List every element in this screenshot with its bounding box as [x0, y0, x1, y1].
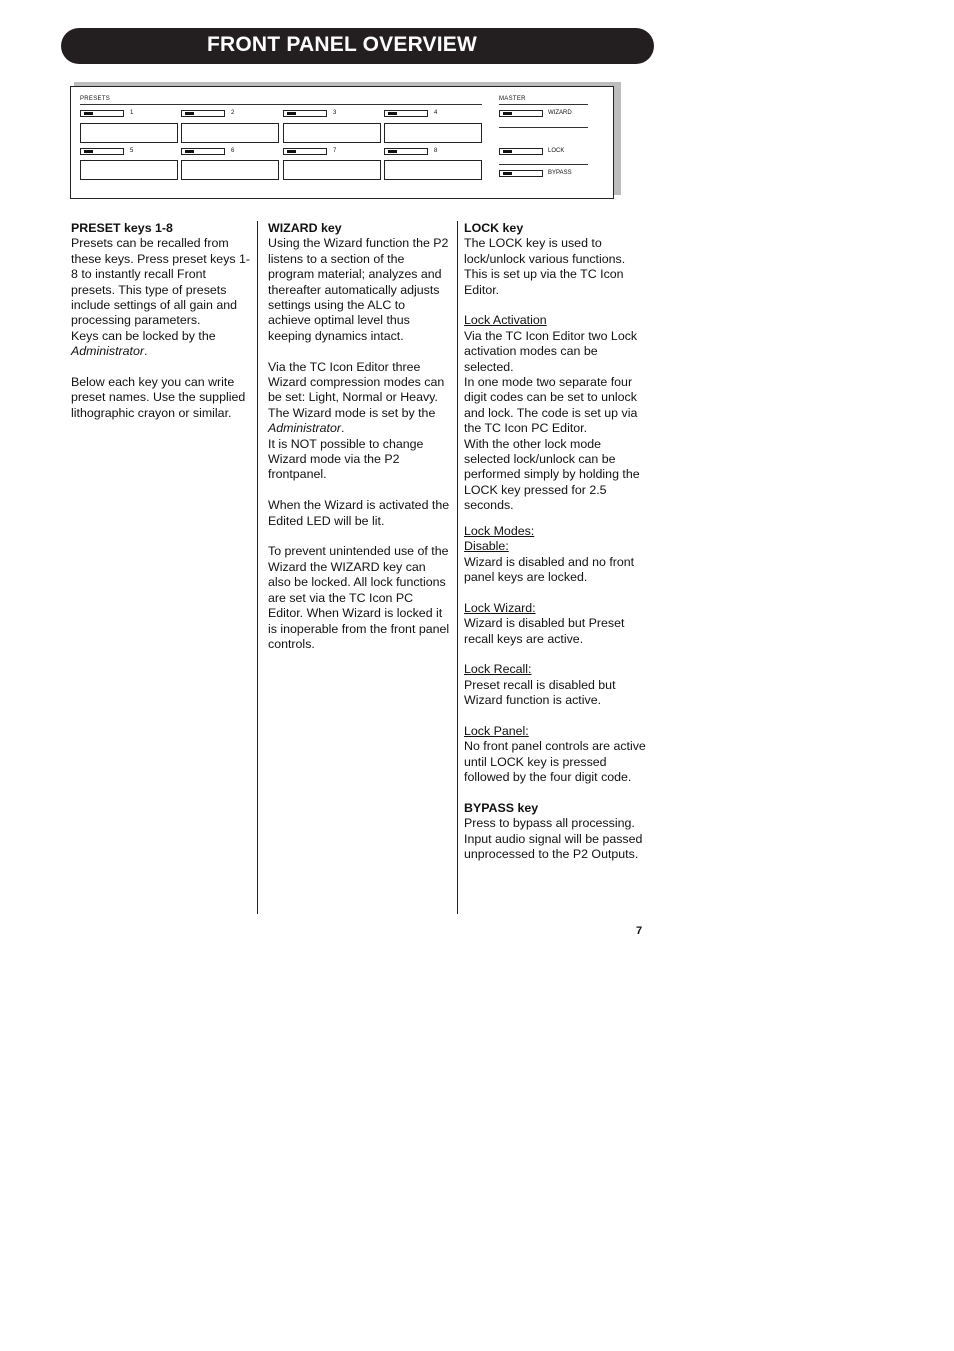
preset-key-7-label: 7 [333, 148, 337, 154]
preset-key-2[interactable] [181, 110, 225, 117]
preset-name-box-1 [80, 123, 178, 143]
preset-key-5-label: 5 [130, 148, 134, 154]
preset-key-7[interactable] [283, 148, 327, 155]
preset-keys-text-1: Presets can be recalled from these keys. Press preset keys 1-8 to instantly recall Front presets. This type of presets include settings of all gain and processing parameters. [71, 236, 251, 328]
lock-modes-heading: Lock Modes: [464, 523, 535, 538]
preset-led-1 [84, 112, 93, 115]
preset-key-6[interactable] [181, 148, 225, 155]
wizard-text-4: When the Wizard is activated the Edited LED will be lit. [268, 498, 450, 528]
preset-key-2-label: 2 [231, 110, 235, 116]
wizard-administrator-italic: Administrator [268, 421, 341, 436]
preset-led-8 [388, 150, 397, 153]
preset-led-3 [287, 112, 296, 115]
preset-keys-text-3: Below each key you can write preset names. Use the supplied lithographic crayon or similar. [71, 375, 246, 420]
preset-name-box-7 [283, 160, 381, 180]
wizard-led [503, 112, 512, 115]
page-title: FRONT PANEL OVERVIEW [207, 33, 478, 56]
lock-key-heading: LOCK key [464, 221, 524, 235]
lock-divider [499, 164, 588, 165]
preset-name-box-4 [384, 123, 482, 143]
preset-led-2 [185, 112, 194, 115]
preset-keys-text-2-suffix: . [144, 344, 148, 359]
wizard-text-2-suffix: . [341, 421, 345, 436]
presets-label: PRESETS [80, 96, 111, 102]
lock-disable-heading: Disable: [464, 539, 509, 554]
column-divider-1 [257, 221, 258, 914]
lock-led [503, 150, 512, 153]
wizard-text-5: To prevent unintended use of the Wizard the WIZARD key can also be locked. All lock functions are set via the TC Icon PC Editor. When Wizard is locked it is inoperable from the front panel controls. [268, 544, 450, 651]
preset-name-box-3 [283, 123, 381, 143]
lock-key-label: LOCK [548, 148, 565, 154]
wizard-text-1: Using the Wizard function the P2 listens to a section of the program material; analyzes and thereafter automatically adjusts settings using the ALC to achieve optimal level thus keeping dynamics intact. [268, 236, 449, 343]
preset-keys-text-2-prefix: Keys can be locked by the [71, 328, 216, 343]
lock-wizard-text: Wizard is disabled but Preset recall keys are active. [464, 616, 625, 646]
preset-keys-text-2 [71, 329, 253, 360]
lock-key[interactable] [499, 148, 543, 155]
column-divider-2 [457, 221, 458, 914]
preset-keys-heading: PRESET keys 1-8 [71, 221, 173, 235]
preset-led-4 [388, 112, 397, 115]
preset-key-5[interactable] [80, 148, 124, 155]
column-wizard-key [268, 221, 450, 668]
wizard-divider [499, 127, 588, 128]
preset-key-8[interactable] [384, 148, 428, 155]
preset-name-box-2 [181, 123, 279, 143]
preset-key-1-label: 1 [130, 110, 134, 116]
preset-key-3[interactable] [283, 110, 327, 117]
lock-disable-text: Wizard is disabled and no front panel keys are locked. [464, 554, 635, 584]
bypass-key-label: BYPASS [548, 170, 572, 176]
lock-activation-text-2: In one mode two separate four digit codes can be set to unlock and lock. The code is set up via the TC Icon PC Editor. [464, 375, 638, 436]
bypass-led [503, 172, 512, 175]
wizard-key[interactable] [499, 110, 543, 117]
lock-recall-text: Preset recall is disabled but Wizard function is active. [464, 677, 616, 708]
bypass-key[interactable] [499, 170, 543, 177]
lock-recall-heading: Lock Recall: [464, 662, 532, 677]
preset-key-6-label: 6 [231, 148, 235, 154]
preset-key-8-label: 8 [434, 148, 438, 154]
master-label: MASTER [499, 96, 526, 102]
wizard-key-label: WIZARD [548, 110, 572, 116]
front-panel-diagram [70, 86, 614, 199]
title-bar [61, 28, 654, 64]
lock-wizard-heading: Lock Wizard: [464, 600, 536, 615]
preset-name-box-8 [384, 160, 482, 180]
column-lock-key [464, 221, 646, 863]
wizard-text-2 [268, 360, 450, 437]
lock-panel-heading: Lock Panel: [464, 723, 529, 738]
preset-led-6 [185, 150, 194, 153]
column-preset-keys [71, 221, 253, 437]
lock-activation-text-3: With the other lock mode selected lock/unlock can be performed simply by holding the LOCK key pressed for 2.5 seconds. [464, 436, 640, 513]
preset-led-5 [84, 150, 93, 153]
preset-key-1[interactable] [80, 110, 124, 117]
page-number: 7 [636, 925, 643, 937]
preset-key-4-label: 4 [434, 110, 438, 116]
preset-name-box-6 [181, 160, 279, 180]
preset-name-box-5 [80, 160, 178, 180]
wizard-key-heading: WIZARD key [268, 221, 342, 235]
presets-divider [80, 104, 482, 105]
preset-led-7 [287, 150, 296, 153]
bypass-key-heading: BYPASS key [464, 800, 539, 815]
bypass-text: Press to bypass all processing. Input audio signal will be passed unprocessed to the P2 Outputs. [464, 816, 643, 862]
lock-activation-heading: Lock Activation [464, 313, 547, 328]
preset-key-4[interactable] [384, 110, 428, 117]
master-divider [499, 104, 588, 105]
wizard-text-3: It is NOT possible to change Wizard mode via the P2 frontpanel. [268, 436, 424, 482]
lock-panel-text: No front panel controls are active until LOCK key is pressed followed by the four digit code. [464, 739, 646, 785]
wizard-text-2-prefix: Via the TC Icon Editor three Wizard compression modes can be set: Light, Normal or Heavy. The Wizard mode is set by the [268, 359, 445, 420]
preset-key-3-label: 3 [333, 110, 337, 116]
lock-activation-text-1: Via the TC Icon Editor two Lock activation modes can be selected. [464, 328, 638, 374]
administrator-italic: Administrator [71, 344, 144, 359]
lock-text-1: The LOCK key is used to lock/unlock various functions. This is set up via the TC Icon Editor. [464, 236, 626, 297]
